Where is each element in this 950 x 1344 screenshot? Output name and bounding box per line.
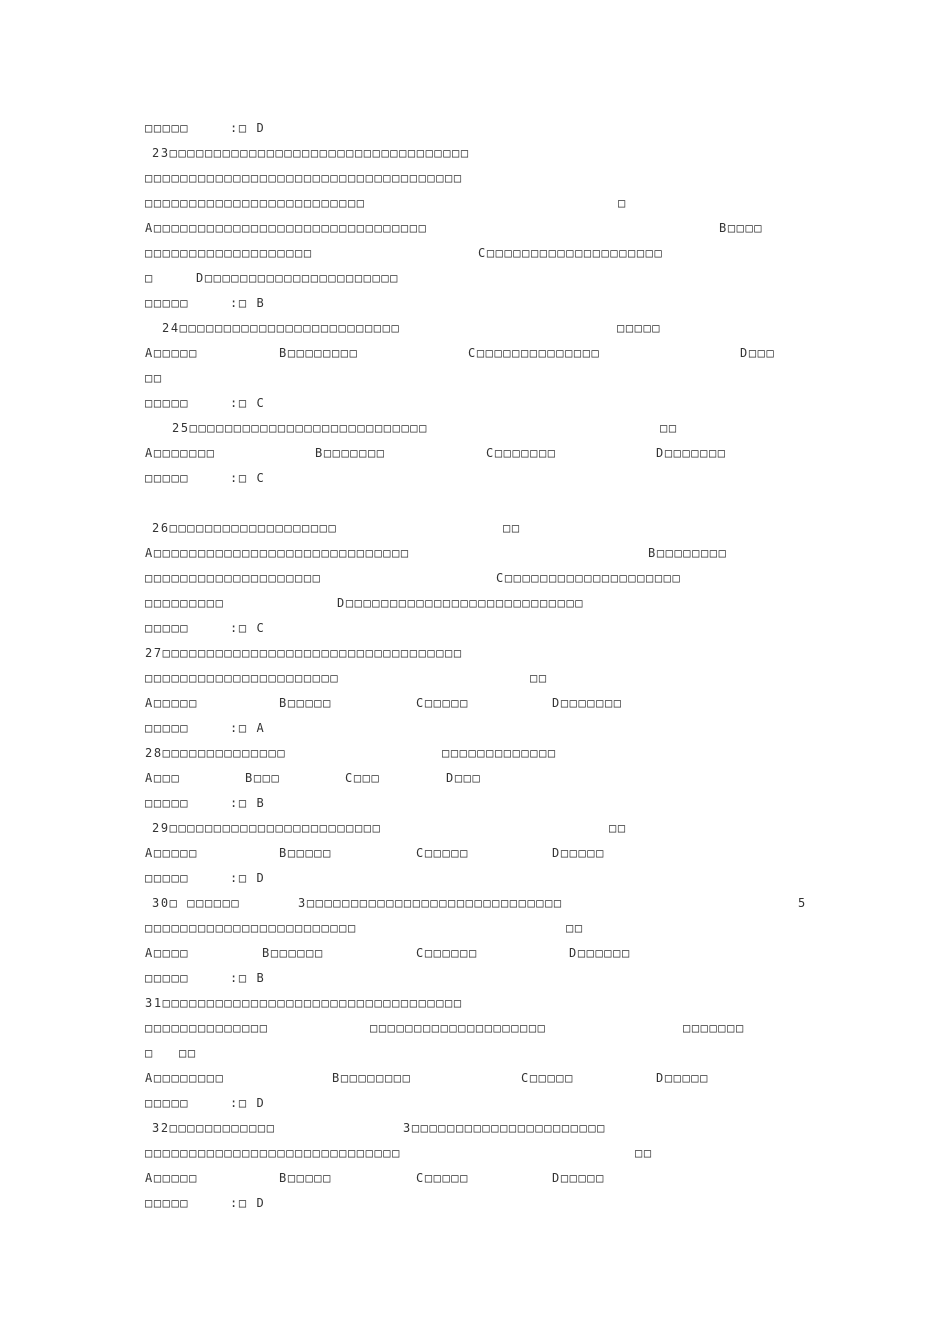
text-segment: C□□□□□ [521, 1071, 574, 1085]
text-segment: A□□□□□□□ [145, 446, 216, 460]
text-segment: □□□□□ [145, 971, 190, 985]
text-segment: :□ B [230, 971, 266, 985]
text-segment: A□□□□□□□□ [145, 1071, 225, 1085]
text-line [0, 595, 950, 615]
text-segment: D□□□□□□□ [552, 696, 623, 710]
text-segment: B□□□□□□□ [315, 446, 386, 460]
text-segment: C□□□□□ [416, 846, 469, 860]
text-segment: A□□□□ [145, 946, 190, 960]
text-segment: □□ [635, 1146, 653, 1160]
text-line [0, 1095, 950, 1115]
text-segment: 28□□□□□□□□□□□□□□ [145, 746, 287, 760]
text-line [0, 520, 950, 540]
text-segment: C□□□□□ [416, 696, 469, 710]
text-line [0, 145, 950, 165]
text-segment: B□□□□□□□□ [332, 1071, 412, 1085]
text-line [0, 795, 950, 815]
text-segment: □□□□□□□□□ [145, 596, 225, 610]
text-segment: □□□□□ [145, 121, 190, 135]
text-segment: B□□□□□ [279, 1171, 332, 1185]
text-line [0, 1145, 950, 1165]
text-line [0, 920, 950, 940]
text-segment: □ [618, 196, 627, 210]
text-line [0, 470, 950, 490]
text-line [0, 870, 950, 890]
text-segment: C□□□□□□□□□□□□□□ [468, 346, 601, 360]
text-segment: □□□□□ [145, 296, 190, 310]
text-segment: A□□□□□ [145, 1171, 198, 1185]
text-line [0, 620, 950, 640]
text-segment: B□□□□□ [279, 846, 332, 860]
text-segment: □□ [660, 421, 678, 435]
text-segment: □□□□□ [145, 621, 190, 635]
text-segment: 3□□□□□□□□□□□□□□□□□□□□□□□□□□□□□ [298, 896, 563, 910]
text-segment: A□□□□□□□□□□□□□□□□□□□□□□□□□□□□□□□ [145, 221, 428, 235]
text-segment: D□□□□□ [656, 1071, 709, 1085]
text-segment: B□□□□ [719, 221, 764, 235]
text-line [0, 220, 950, 240]
text-segment: □□ [145, 371, 163, 385]
text-segment: B□□□□□□□□ [279, 346, 359, 360]
text-segment: D□□□□□ [552, 1171, 605, 1185]
text-segment: 24□□□□□□□□□□□□□□□□□□□□□□□□□ [162, 321, 401, 335]
text-segment: :□ C [230, 471, 266, 485]
text-segment: □□ [179, 1046, 197, 1060]
text-segment: B□□□□□□ [262, 946, 324, 960]
text-segment: 32□□□□□□□□□□□□ [152, 1121, 276, 1135]
text-segment: □□□□□□□□□□□□□ [442, 746, 557, 760]
text-line [0, 1120, 950, 1140]
text-segment: C□□□□□ [416, 1171, 469, 1185]
text-segment: B□□□ [245, 771, 281, 785]
text-segment: □□□□□ [145, 396, 190, 410]
text-segment: □□ [566, 921, 584, 935]
text-segment: :□ D [230, 121, 266, 135]
text-line [0, 170, 950, 190]
text-line [0, 245, 950, 265]
text-segment: A□□□ [145, 771, 181, 785]
text-line [0, 1020, 950, 1040]
text-segment: □□□□□□□□□□□□□□□□□□□□□□□□□□□□□□□□□□□□ [145, 171, 463, 185]
text-segment: D□□□□□□ [569, 946, 631, 960]
text-line [0, 195, 950, 215]
text-segment: □□□□□□□□□□□□□□□□□□□ [145, 246, 313, 260]
text-segment: □□□□□ [145, 871, 190, 885]
text-line [0, 345, 950, 365]
text-segment: □□□□□□□□□□□□□□□□□□□□□□ [145, 671, 340, 685]
text-segment: B□□□□□ [279, 696, 332, 710]
text-line [0, 720, 950, 740]
text-segment: C□□□□□□□□□□□□□□□□□□□□ [496, 571, 682, 585]
text-line [0, 745, 950, 765]
text-segment: □□□□□ [145, 1196, 190, 1210]
text-segment: :□ B [230, 796, 266, 810]
text-segment: 3□□□□□□□□□□□□□□□□□□□□□□ [403, 1121, 606, 1135]
text-line [0, 1070, 950, 1090]
text-segment: :□ B [230, 296, 266, 310]
text-segment: □□□□□□□ [683, 1021, 745, 1035]
text-segment: □ [145, 1046, 154, 1060]
text-segment: :□ D [230, 871, 266, 885]
text-line [0, 1045, 950, 1065]
text-segment: 31□□□□□□□□□□□□□□□□□□□□□□□□□□□□□□□□□□ [145, 996, 463, 1010]
text-line [0, 995, 950, 1015]
text-segment: A□□□□□ [145, 346, 198, 360]
text-line [0, 445, 950, 465]
text-line [0, 970, 950, 990]
text-segment: □□□□□□□□□□□□□□□□□□□□□□□□□□□□□ [145, 1146, 401, 1160]
text-segment: D□□□□□□□ [656, 446, 727, 460]
text-segment: D□□□□□□□□□□□□□□□□□□□□□□ [196, 271, 399, 285]
text-segment: □□□□□□□□□□□□□□□□□□□□□□□□□ [145, 196, 366, 210]
text-segment: D□□□ [740, 346, 776, 360]
text-segment: □□□□□ [145, 1096, 190, 1110]
text-line [0, 1170, 950, 1190]
text-segment: □□ [609, 821, 627, 835]
text-line [0, 945, 950, 965]
text-segment: C□□□□□□ [416, 946, 478, 960]
text-segment: 27□□□□□□□□□□□□□□□□□□□□□□□□□□□□□□□□□□ [145, 646, 463, 660]
text-segment: □□ [530, 671, 548, 685]
text-line [0, 420, 950, 440]
text-segment: 23□□□□□□□□□□□□□□□□□□□□□□□□□□□□□□□□□□ [152, 146, 470, 160]
text-line [0, 695, 950, 715]
text-segment: :□ D [230, 1096, 266, 1110]
text-line [0, 645, 950, 665]
text-segment: A□□□□□□□□□□□□□□□□□□□□□□□□□□□□□ [145, 546, 410, 560]
text-segment: B□□□□□□□□ [648, 546, 728, 560]
text-segment: □□□□□□□□□□□□□□ [145, 1021, 269, 1035]
text-segment: C□□□□□□□ [486, 446, 557, 460]
text-segment: □□□□□□□□□□□□□□□□□□□□ [370, 1021, 547, 1035]
text-segment: A□□□□□ [145, 696, 198, 710]
text-segment: □□□□□□□□□□□□□□□□□□□□□□□□ [145, 921, 357, 935]
text-segment: A□□□□□ [145, 846, 198, 860]
text-line [0, 320, 950, 340]
text-segment: □□□□□ [145, 471, 190, 485]
text-segment: :□ C [230, 396, 266, 410]
text-line [0, 770, 950, 790]
text-line [0, 820, 950, 840]
text-segment: □□□□□ [617, 321, 662, 335]
text-line [0, 120, 950, 140]
text-segment: :□ C [230, 621, 266, 635]
text-line [0, 845, 950, 865]
text-segment: 5 [798, 896, 807, 910]
text-segment: D□□□□□□□□□□□□□□□□□□□□□□□□□□□ [337, 596, 585, 610]
text-line [0, 1195, 950, 1215]
text-segment: □□□□□ [145, 721, 190, 735]
text-segment: □□ [503, 521, 521, 535]
text-line [0, 545, 950, 565]
text-segment: 25□□□□□□□□□□□□□□□□□□□□□□□□□□□ [172, 421, 428, 435]
text-segment: D□□□ [446, 771, 482, 785]
text-line [0, 295, 950, 315]
text-segment: C□□□□□□□□□□□□□□□□□□□□ [478, 246, 664, 260]
text-segment: :□ A [230, 721, 266, 735]
text-segment: □□□□□ [145, 796, 190, 810]
text-segment: □□□□□□□□□□□□□□□□□□□□ [145, 571, 322, 585]
text-segment: □ [145, 271, 154, 285]
text-line [0, 570, 950, 590]
text-line [0, 370, 950, 390]
text-segment: :□ D [230, 1196, 266, 1210]
text-segment: 26□□□□□□□□□□□□□□□□□□□ [152, 521, 338, 535]
text-segment: C□□□ [345, 771, 381, 785]
text-segment: D□□□□□ [552, 846, 605, 860]
text-line [0, 670, 950, 690]
text-line [0, 270, 950, 290]
text-segment: 30□ □□□□□□ [152, 896, 241, 910]
text-segment: 29□□□□□□□□□□□□□□□□□□□□□□□□ [152, 821, 382, 835]
text-line [0, 395, 950, 415]
text-line [0, 895, 950, 915]
